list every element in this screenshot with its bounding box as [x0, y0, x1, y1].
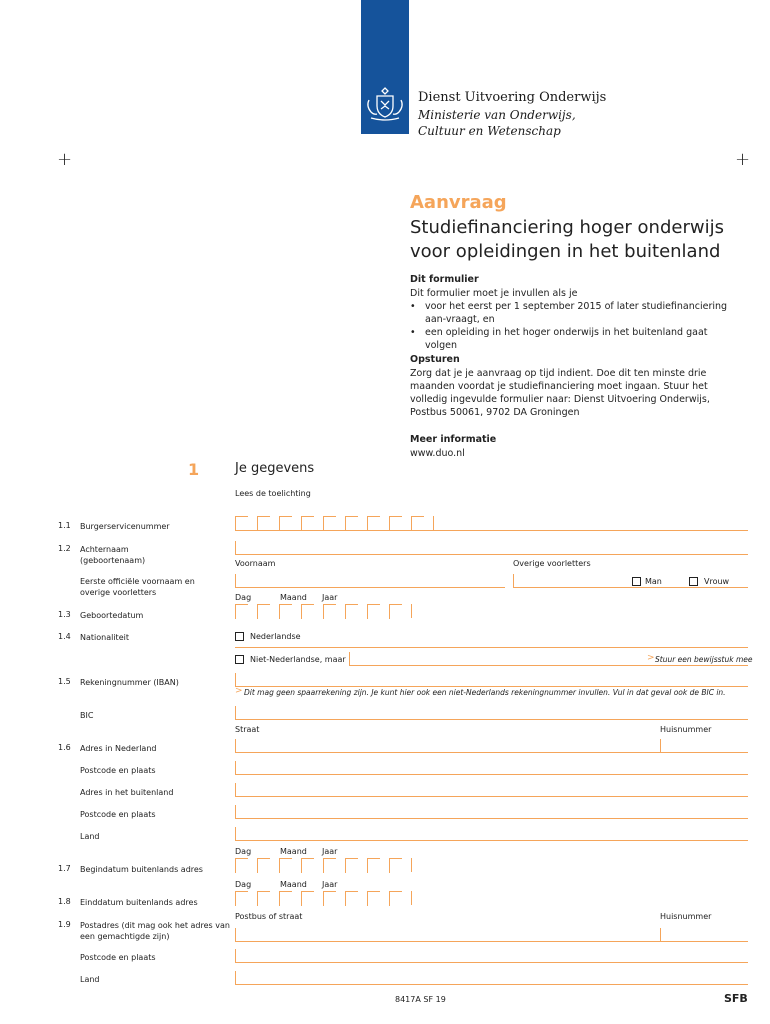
more-info-link[interactable]: www.duo.nl: [410, 448, 465, 459]
start-date-field[interactable]: [235, 858, 415, 873]
surname-label: Achternaam (geboortenaam): [80, 545, 146, 565]
foreign-address-label: Adres in het buitenland: [80, 788, 174, 797]
bic-field[interactable]: [235, 706, 748, 720]
year-sublabel: Jaar: [322, 847, 338, 856]
form-intro: Dit formulier moet je invullen als je: [410, 288, 578, 299]
firstname-field[interactable]: [235, 574, 505, 588]
pobox-sublabel: Postbus of straat: [235, 912, 303, 921]
month-sublabel: Maand: [280, 847, 307, 856]
iban-label: Rekeningnummer (IBAN): [80, 678, 179, 687]
day-sublabel: Dag: [235, 593, 252, 602]
postal-address-field[interactable]: [235, 928, 748, 942]
postal-address-label: Postadres (dit mag ook het adres van een gemachtigde zijn): [80, 921, 230, 941]
org-name: Dienst Uitvoering Onderwijs: [418, 90, 607, 105]
registration-mark-icon: +: [57, 149, 73, 170]
section-subtitle: Lees de toelichting: [235, 489, 311, 498]
country-field[interactable]: [235, 827, 748, 841]
street-sublabel: Straat: [235, 725, 260, 734]
field-number: 1.7: [58, 864, 71, 873]
housenumber-sublabel: Huisnummer: [660, 912, 712, 921]
field-number: 1.6: [58, 743, 71, 752]
arrow-right-icon: >: [235, 686, 243, 696]
form-code: 8417A SF 19: [395, 995, 446, 1004]
firstname-label: Eerste officiële voornaam en overige voorletters: [80, 577, 195, 597]
day-sublabel: Dag: [235, 880, 252, 889]
bsn-field[interactable]: [235, 516, 748, 531]
coat-of-arms-icon: [363, 84, 407, 124]
postcode-field[interactable]: [235, 949, 748, 963]
send-heading: Opsturen: [410, 354, 460, 365]
housenumber-sublabel: Huisnummer: [660, 725, 712, 734]
form-title: Studiefinanciering hoger onderwijs voor opleidingen in het buitenland: [410, 217, 724, 262]
form-brand: SFB: [724, 992, 748, 1005]
postcode-field[interactable]: [235, 805, 748, 819]
year-sublabel: Jaar: [322, 880, 338, 889]
ministry-name: Ministerie van Onderwijs, Cultuur en Wetenschap: [418, 108, 576, 138]
country-label: Land: [80, 975, 100, 984]
gender-man-checkbox[interactable]: [632, 577, 641, 586]
dutch-label: Nederlandse: [250, 632, 301, 641]
non-dutch-label: Niet-Nederlandse, maar: [250, 655, 346, 664]
field-number: 1.9: [58, 920, 71, 929]
dutch-checkbox[interactable]: [235, 632, 244, 641]
arrow-right-icon: >: [647, 653, 655, 663]
bsn-label: Burgerservicenummer: [80, 522, 170, 531]
section-number: 1: [188, 460, 200, 479]
start-date-label: Begindatum buitenlands adres: [80, 865, 203, 874]
country-label: Land: [80, 832, 100, 841]
postcode-label: Postcode en plaats: [80, 810, 156, 819]
form-heading: Dit formulier: [410, 274, 479, 285]
postcode-field[interactable]: [235, 761, 748, 775]
iban-field[interactable]: [235, 673, 748, 687]
firstname-sublabel: Voornaam: [235, 559, 276, 568]
more-info-heading: Meer informatie: [410, 434, 497, 445]
field-divider: [235, 647, 748, 648]
birthdate-label: Geboortedatum: [80, 611, 144, 620]
proof-note: Stuur een bewijsstuk mee: [655, 655, 753, 664]
surname-field[interactable]: [235, 541, 748, 555]
field-number: 1.4: [58, 632, 71, 641]
year-sublabel: Jaar: [322, 593, 338, 602]
field-number: 1.3: [58, 610, 71, 619]
end-date-label: Einddatum buitenlands adres: [80, 898, 198, 907]
list-item: • een opleiding in het hoger onderwijs in het buitenland gaat volgen: [410, 326, 740, 352]
nl-address-label: Adres in Nederland: [80, 744, 157, 753]
postcode-label: Postcode en plaats: [80, 953, 156, 962]
day-sublabel: Dag: [235, 847, 252, 856]
initials-sublabel: Overige voorletters: [513, 559, 591, 568]
bic-label: BIC: [80, 711, 94, 720]
non-dutch-checkbox[interactable]: [235, 655, 244, 664]
month-sublabel: Maand: [280, 880, 307, 889]
form-bullet-list: [410, 300, 740, 352]
end-date-field[interactable]: [235, 891, 415, 906]
month-sublabel: Maand: [280, 593, 307, 602]
country-field[interactable]: [235, 971, 748, 985]
iban-note: Dit mag geen spaarrekening zijn. Je kunt hier ook een niet-Nederlands rekeningnummer invullen. Vul in dat geval ook de BIC in.: [244, 688, 726, 697]
gender-vrouw-label: Vrouw: [704, 577, 730, 586]
foreign-address-field[interactable]: [235, 783, 748, 797]
field-number: 1.1: [58, 521, 71, 530]
form-kicker: Aanvraag: [410, 192, 507, 213]
gender-vrouw-checkbox[interactable]: [689, 577, 698, 586]
send-text: Zorg dat je je aanvraag op tijd indient. Doe dit ten minste drie maanden voordat je studiefinanciering moet ingaan. Stuur het volledig ingevulde formulier naar: Dienst Uitvoering Onderwijs, Postbus 50061, 9702 DA Groningen: [410, 368, 710, 418]
field-number: 1.8: [58, 897, 71, 906]
list-item: • voor het eerst per 1 september 2015 of later studiefinanciering aan-vraagt, en: [410, 300, 740, 326]
field-number: 1.2: [58, 544, 71, 553]
postcode-label: Postcode en plaats: [80, 766, 156, 775]
birthdate-field[interactable]: [235, 604, 415, 619]
initials-field[interactable]: [513, 574, 623, 588]
section-title: Je gegevens: [235, 461, 315, 476]
field-number: 1.5: [58, 677, 71, 686]
nationality-label: Nationaliteit: [80, 633, 129, 642]
gender-man-label: Man: [645, 577, 662, 586]
registration-mark-icon: +: [735, 149, 751, 170]
nl-address-field[interactable]: [235, 739, 748, 753]
